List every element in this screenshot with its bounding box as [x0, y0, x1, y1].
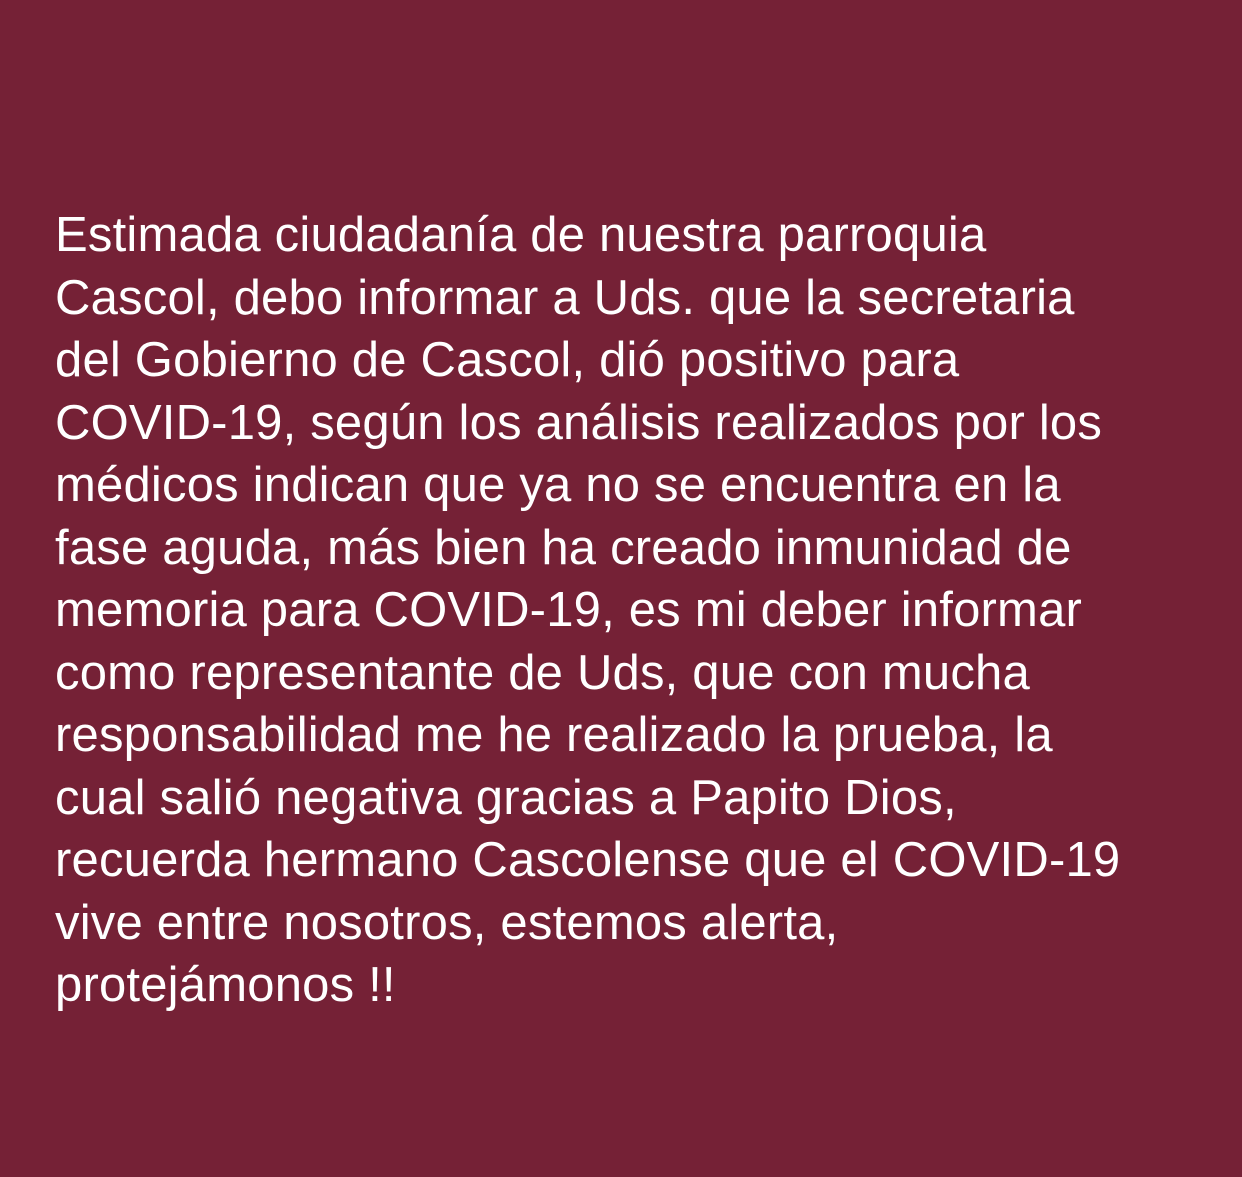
post-text-line: memoria para COVID-19, es mi deber informar [55, 583, 1083, 637]
post-text-line: del Gobierno de Cascol, dió positivo para [55, 333, 960, 387]
post-text-line: como representante de Uds, que con mucha [55, 645, 1030, 700]
post-text-line: vive entre nosotros, estemos alerta, [55, 895, 839, 950]
post-text-line: COVID-19, según los análisis realizados por los [55, 395, 1103, 450]
post-text-line: Estimada ciudadanía de nuestra parroquia [55, 208, 987, 262]
status-post-text [55, 204, 1215, 1017]
post-text-line: protejámonos !! [55, 958, 396, 1012]
post-text-line: cual salió negativa gracias a Papito Dios, [55, 770, 957, 825]
post-text-line: Cascol, debo informar a Uds. que la secretaria [55, 270, 1075, 325]
post-text-line: responsabilidad me he realizado la prueba, la [55, 708, 1053, 762]
post-text-line: médicos indican que ya no se encuentra en la [55, 458, 1061, 512]
post-text-line: fase aguda, más bien ha creado inmunidad de [55, 520, 1072, 575]
post-text-line: recuerda hermano Cascolense que el COVID-19 [55, 833, 1121, 887]
